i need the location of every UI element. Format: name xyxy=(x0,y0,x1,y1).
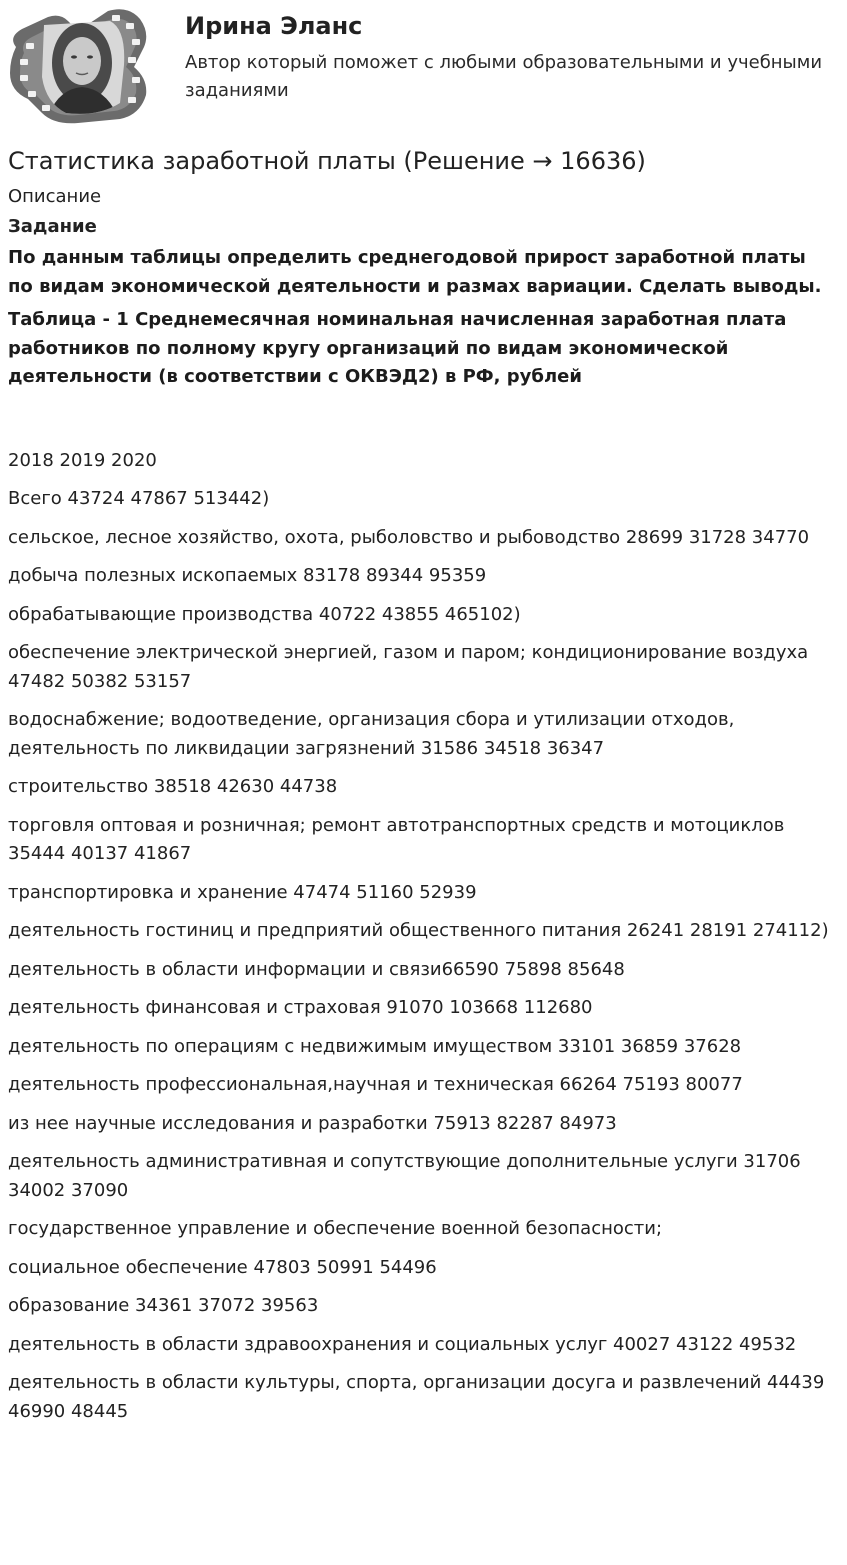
document-content xyxy=(8,143,834,1436)
author-name: Ирина Эланс xyxy=(185,12,363,40)
task-label: Задание xyxy=(8,216,97,237)
table-line: добыча полезных ископаемых 83178 89344 95359 xyxy=(8,565,487,586)
table-line: из нее научные исследования и разработки 75913 82287 84973 xyxy=(8,1112,617,1134)
blank-spacer xyxy=(8,397,834,447)
table-lines xyxy=(8,447,834,1427)
table-caption: Таблица - 1 Среднемесячная номинальная начисленная заработная плата работников по полному кругу организаций по видам экономической деятельности (в соответствии с ОКВЭД2) в РФ, рублей xyxy=(8,309,787,387)
table-line: деятельность профессиональная,научная и техническая 66264 75193 80077 xyxy=(8,1074,743,1095)
table-line: социальное обеспечение 47803 50991 54496 xyxy=(8,1256,437,1278)
table-line: транспортировка и хранение 47474 51160 52939 xyxy=(8,881,477,903)
film-frame-avatar-image xyxy=(8,7,150,125)
table-line: деятельность финансовая и страховая 91070 103668 112680 xyxy=(8,997,593,1018)
table-line: деятельность в области информации и связи66590 75898 85648 xyxy=(8,958,625,980)
table-line: водоснабжение; водоотведение, организация сбора и утилизации отходов, деятельность по ликвидации загрязнений 31586 34518 36347 xyxy=(8,709,735,759)
table-line: государственное управление и обеспечение военной безопасности; xyxy=(8,1218,663,1239)
table-line: деятельность гостиниц и предприятий общественного питания 26241 28191 274112) xyxy=(8,920,829,941)
task-text: По данным таблицы определить среднегодовой прирост заработной платы по видам экономической деятельности и размах вариации. Сделать выводы. xyxy=(8,247,822,297)
author-info xyxy=(185,7,825,105)
author-description: Автор который поможет с любыми образовательными и учебными заданиями xyxy=(185,52,823,101)
table-line: обрабатывающие производства 40722 43855 465102) xyxy=(8,603,521,625)
table-line: деятельность по операциям с недвижимым имуществом 33101 36859 37628 xyxy=(8,1035,742,1057)
table-line: образование 34361 37072 39563 xyxy=(8,1295,319,1316)
table-line: деятельность в области культуры, спорта, организации досуга и развлечений 44439 46990 48445 xyxy=(8,1372,825,1422)
author-avatar xyxy=(8,7,150,125)
table-line: обеспечение электрической энергией, газом и паром; кондиционирование воздуха 47482 50382 53157 xyxy=(8,642,809,692)
table-line: деятельность административная и сопутствующие дополнительные услуги 31706 34002 37090 xyxy=(8,1151,801,1201)
document-title: Статистика заработной платы (Решение → 16636) xyxy=(8,147,646,175)
description-label: Описание xyxy=(8,186,102,207)
table-line: сельское, лесное хозяйство, охота, рыболовство и рыбоводство 28699 31728 34770 xyxy=(8,526,810,548)
table-line: торговля оптовая и розничная; ремонт автотранспортных средств и мотоциклов 35444 40137 41867 xyxy=(8,814,785,864)
table-header-line: 2018 2019 2020 xyxy=(8,449,157,471)
author-header xyxy=(8,7,839,127)
table-line: строительство 38518 42630 44738 xyxy=(8,776,338,797)
table-line: деятельность в области здравоохранения и социальных услуг 40027 43122 49532 xyxy=(8,1333,797,1355)
table-line: Всего 43724 47867 513442) xyxy=(8,488,270,509)
